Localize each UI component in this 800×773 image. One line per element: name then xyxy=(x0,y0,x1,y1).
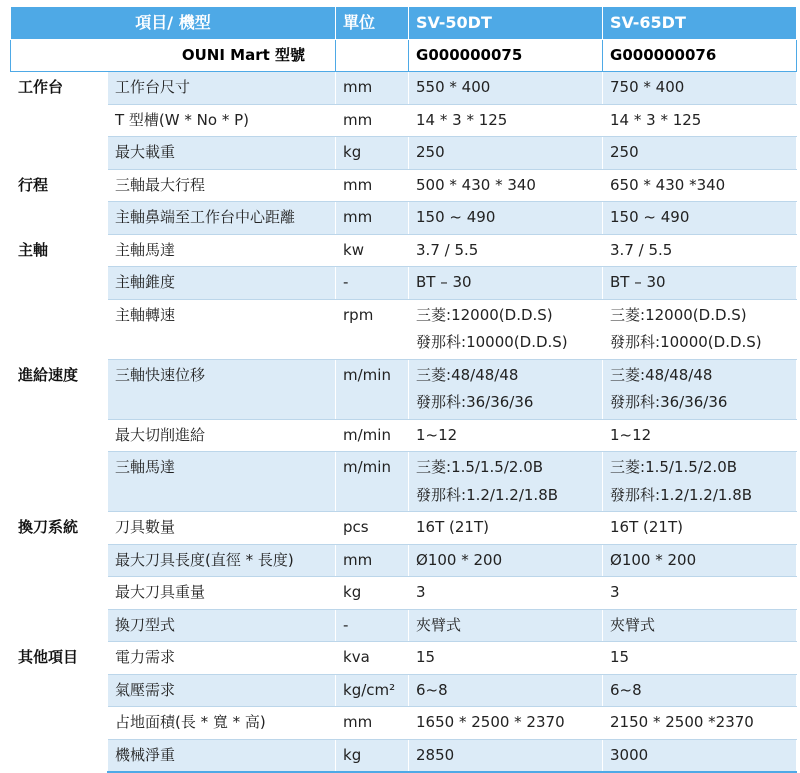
spec-value-a: 500 * 430 * 340 xyxy=(409,169,603,202)
spec-row xyxy=(11,419,797,452)
spec-item: 主軸鼻端至工作台中心距離 xyxy=(108,202,336,235)
spec-value-b: 16T (21T) xyxy=(603,512,797,545)
spec-item: 最大刀具重量 xyxy=(108,577,336,610)
spec-value-b: 3.7 / 5.5 xyxy=(603,234,797,267)
spec-item: 最大切削進給 xyxy=(108,419,336,452)
spec-unit: kg xyxy=(336,577,409,610)
spec-unit: kg xyxy=(336,137,409,170)
spec-row xyxy=(11,674,797,707)
spec-unit: mm xyxy=(336,707,409,740)
spec-item: 主軸錐度 xyxy=(108,267,336,300)
spec-unit: kva xyxy=(336,642,409,675)
spec-value-b: 3000 xyxy=(603,739,797,772)
spec-item: 三軸最大行程 xyxy=(108,169,336,202)
spec-item: 最大刀具長度(直徑 * 長度) xyxy=(108,544,336,577)
spec-row xyxy=(11,299,797,359)
spec-row xyxy=(11,137,797,170)
category-label: 換刀系統 xyxy=(11,512,108,642)
spec-value-a: 三菱:48/48/48 發那科:36/36/36 xyxy=(409,359,603,419)
spec-unit: kw xyxy=(336,234,409,267)
spec-row xyxy=(11,169,797,202)
spec-value-a: 3 xyxy=(409,577,603,610)
spec-unit: mm xyxy=(336,202,409,235)
spec-value-a: 6~8 xyxy=(409,674,603,707)
model-number-label: OUNI Mart 型號 xyxy=(11,39,336,72)
category-label: 工作台 xyxy=(11,72,108,170)
spec-row xyxy=(11,234,797,267)
spec-value-a: 2850 xyxy=(409,739,603,772)
spec-value-b: 三菱:12000(D.D.S) 發那科:10000(D.D.S) xyxy=(603,299,797,359)
spec-value-a: BT – 30 xyxy=(409,267,603,300)
spec-item: 主軸馬達 xyxy=(108,234,336,267)
spec-unit: - xyxy=(336,609,409,642)
spec-item: 占地面積(長 * 寬 * 高) xyxy=(108,707,336,740)
spec-value-b: Ø100 * 200 xyxy=(603,544,797,577)
spec-value-b: 三菱:48/48/48 發那科:36/36/36 xyxy=(603,359,797,419)
spec-unit: m/min xyxy=(336,359,409,419)
model-number-row xyxy=(11,39,797,72)
spec-value-a: 1~12 xyxy=(409,419,603,452)
spec-unit: mm xyxy=(336,104,409,137)
spec-value-b: 14 * 3 * 125 xyxy=(603,104,797,137)
spec-value-a: 1650 * 2500 * 2370 xyxy=(409,707,603,740)
header-row xyxy=(11,7,797,40)
spec-value-a: 三菱:1.5/1.5/2.0B 發那科:1.2/1.2/1.8B xyxy=(409,452,603,512)
spec-value-b: 750 * 400 xyxy=(603,72,797,105)
spec-item: 電力需求 xyxy=(108,642,336,675)
spec-item: 工作台尺寸 xyxy=(108,72,336,105)
spec-row xyxy=(11,72,797,105)
spec-value-b: 1~12 xyxy=(603,419,797,452)
spec-value-b: 250 xyxy=(603,137,797,170)
model-number-unit xyxy=(336,39,409,72)
spec-value-a: 150 ~ 490 xyxy=(409,202,603,235)
spec-row xyxy=(11,359,797,419)
spec-unit: m/min xyxy=(336,419,409,452)
spec-value-a: 3.7 / 5.5 xyxy=(409,234,603,267)
model-code-a: G000000075 xyxy=(409,39,603,72)
spec-item: 換刀型式 xyxy=(108,609,336,642)
spec-value-a: Ø100 * 200 xyxy=(409,544,603,577)
spec-unit: - xyxy=(336,267,409,300)
spec-row xyxy=(11,642,797,675)
header-model-b: SV-65DT xyxy=(603,7,797,40)
spec-item: 主軸轉速 xyxy=(108,299,336,359)
spec-row xyxy=(11,512,797,545)
spec-item: 最大載重 xyxy=(108,137,336,170)
spec-table xyxy=(10,6,797,773)
spec-value-b: 150 ~ 490 xyxy=(603,202,797,235)
spec-row xyxy=(11,452,797,512)
category-label: 進給速度 xyxy=(11,359,108,512)
spec-row xyxy=(11,544,797,577)
category-label: 主軸 xyxy=(11,234,108,359)
spec-value-a: 15 xyxy=(409,642,603,675)
spec-value-b: 3 xyxy=(603,577,797,610)
spec-value-b: 15 xyxy=(603,642,797,675)
spec-unit: mm xyxy=(336,544,409,577)
spec-unit: kg/cm² xyxy=(336,674,409,707)
header-unit: 單位 xyxy=(336,7,409,40)
spec-row xyxy=(11,267,797,300)
spec-item: 氣壓需求 xyxy=(108,674,336,707)
spec-row xyxy=(11,202,797,235)
model-code-b: G000000076 xyxy=(603,39,797,72)
spec-item: 三軸馬達 xyxy=(108,452,336,512)
spec-unit: pcs xyxy=(336,512,409,545)
spec-value-b: 2150 * 2500 *2370 xyxy=(603,707,797,740)
spec-item: 機械淨重 xyxy=(108,739,336,772)
spec-value-a: 夾臂式 xyxy=(409,609,603,642)
spec-row xyxy=(11,707,797,740)
spec-body xyxy=(11,39,797,772)
spec-unit: mm xyxy=(336,169,409,202)
spec-value-b: 三菱:1.5/1.5/2.0B 發那科:1.2/1.2/1.8B xyxy=(603,452,797,512)
spec-unit: rpm xyxy=(336,299,409,359)
category-label: 行程 xyxy=(11,169,108,234)
spec-unit: kg xyxy=(336,739,409,772)
spec-row xyxy=(11,104,797,137)
spec-row xyxy=(11,609,797,642)
spec-item: 三軸快速位移 xyxy=(108,359,336,419)
spec-value-b: 夾臂式 xyxy=(603,609,797,642)
spec-value-a: 三菱:12000(D.D.S) 發那科:10000(D.D.S) xyxy=(409,299,603,359)
spec-item: T 型槽(W * No * P) xyxy=(108,104,336,137)
spec-item: 刀具數量 xyxy=(108,512,336,545)
spec-row xyxy=(11,739,797,772)
spec-value-a: 550 * 400 xyxy=(409,72,603,105)
spec-value-b: 6~8 xyxy=(603,674,797,707)
header-model-a: SV-50DT xyxy=(409,7,603,40)
spec-value-b: BT – 30 xyxy=(603,267,797,300)
spec-value-a: 14 * 3 * 125 xyxy=(409,104,603,137)
category-label: 其他項目 xyxy=(11,642,108,773)
spec-value-a: 250 xyxy=(409,137,603,170)
spec-value-a: 16T (21T) xyxy=(409,512,603,545)
spec-unit: m/min xyxy=(336,452,409,512)
spec-value-b: 650 * 430 *340 xyxy=(603,169,797,202)
header-item-model: 項目/ 機型 xyxy=(11,7,336,40)
spec-unit: mm xyxy=(336,72,409,105)
spec-row xyxy=(11,577,797,610)
